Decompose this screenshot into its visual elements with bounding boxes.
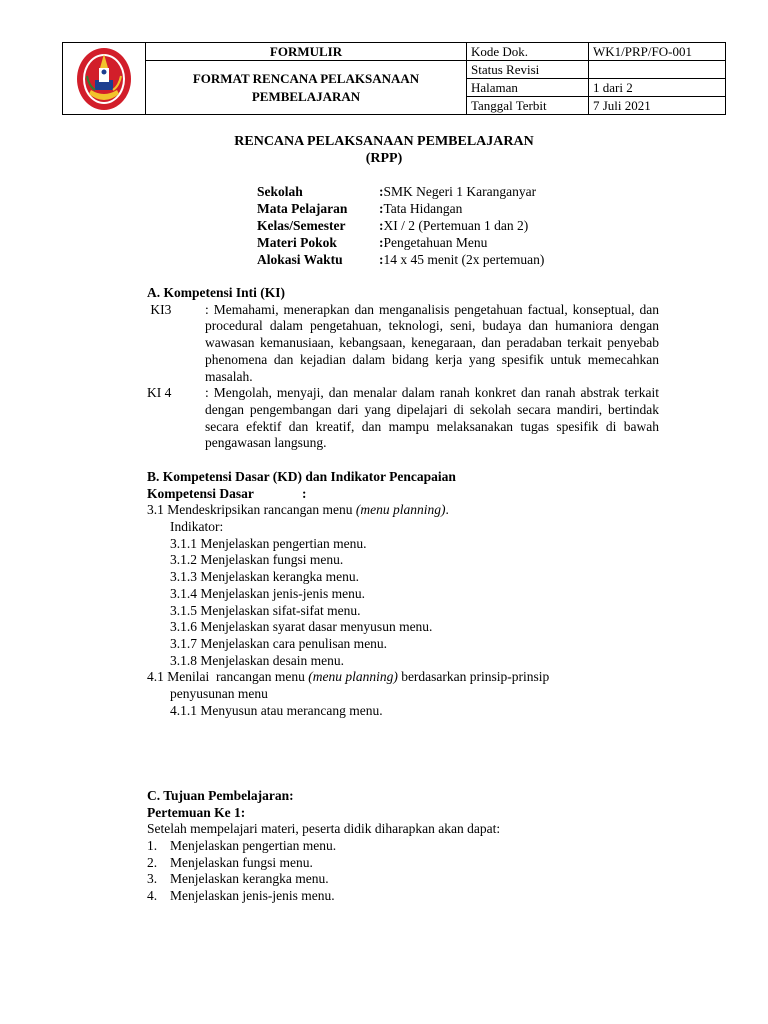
- identity-value: SMK Negeri 1 Karanganyar: [383, 184, 537, 199]
- status-revisi-value: [589, 61, 726, 79]
- formulir-title: FORMULIR: [146, 43, 467, 61]
- objective-number: 1.: [147, 838, 158, 854]
- objective-item: [147, 871, 659, 888]
- indicator-item: 3.1.8 Menjelaskan desain menu.: [170, 652, 344, 668]
- objective-item: [147, 888, 659, 905]
- kd-label: Kompetensi Dasar: [147, 485, 254, 501]
- identity-key: Sekolah: [257, 184, 303, 199]
- tanggal-terbit-value: 7 Juli 2021: [589, 97, 726, 115]
- identity-key: Kelas/Semester: [257, 218, 346, 233]
- ki3-text: : Memahami, menerapkan dan menganalisis pengetahuan factual, konseptual, dan procedural dalam pengetahuan, teknologi, seni, budaya dan humaniora dengan wawasan kemanusiaan, kebangsaan, kenegaraan, dan peradaban terkait penyebab phenomena dan kejadian dalam bidang kerja yang spesifik untuk memecahkan masalah.: [205, 301, 659, 384]
- identity-row: [257, 200, 544, 217]
- indicator-item: 3.1.2 Menjelaskan fungsi menu.: [170, 552, 344, 568]
- objective-item: [147, 855, 659, 872]
- objective-number: 3.: [147, 871, 158, 887]
- kd-3-1-italic: (menu planning): [355, 502, 446, 518]
- ki3-row: [147, 302, 659, 386]
- school-emblem-icon: [75, 46, 133, 112]
- halaman-value: 1 dari 2: [589, 79, 726, 97]
- kode-dok-value: WK1/PRP/FO-001: [589, 43, 726, 61]
- logo-cell: [63, 43, 146, 115]
- kd-4-1-italic: (menu planning): [308, 669, 398, 685]
- objective-text: Menjelaskan fungsi menu.: [170, 854, 313, 870]
- ki4-label: KI 4: [147, 385, 172, 401]
- format-title: FORMAT RENCANA PELAKSANAAN PEMBELAJARAN: [146, 61, 467, 115]
- kd-3-1: [147, 502, 687, 519]
- identity-colon: :: [379, 184, 384, 199]
- indicator-item: 3.1.7 Menjelaskan cara penulisan menu.: [170, 635, 388, 651]
- kd-colon: :: [302, 485, 307, 501]
- identity-key: Mata Pelajaran: [257, 201, 348, 216]
- identity-colon: :: [379, 218, 384, 233]
- form-header-table: [62, 42, 726, 115]
- section-b-heading: B. Kompetensi Dasar (KD) dan Indikator Pencapaian: [147, 469, 456, 484]
- indicator-item: 4.1.1 Menyusun atau merancang menu.: [170, 702, 383, 718]
- kd-4-1-suffix: berdasarkan prinsip-prinsip: [397, 669, 550, 685]
- kd-4-1-prefix: 4.1 Menilai rancangan menu: [147, 669, 309, 685]
- indicator-item: 3.1.1 Menjelaskan pengertian menu.: [170, 535, 367, 551]
- halaman-label: Halaman: [467, 79, 589, 97]
- tanggal-terbit-label: Tanggal Terbit: [467, 97, 589, 115]
- ki4-text: : Mengolah, menyaji, dan menalar dalam ranah konkret dan ranah abstrak terkait dengan pengembangan dari yang dipelajari di sekolah secara mandiri, bertindak secara efektif dan kreatif, dan mampu melaksanakan tugas spesifik di bawah pengawasan langsung.: [205, 385, 659, 451]
- identity-block: [257, 183, 544, 268]
- kd-4-1-line2: penyusunan menu: [170, 685, 268, 701]
- identity-value: XI / 2 (Pertemuan 1 dan 2): [383, 218, 529, 233]
- identity-key: Alokasi Waktu: [257, 252, 343, 267]
- indikator-label: Indikator:: [170, 519, 224, 535]
- ki3-label: KI3: [147, 301, 172, 317]
- identity-colon: :: [379, 252, 384, 267]
- identity-colon: :: [379, 201, 384, 216]
- identity-row: [257, 217, 544, 234]
- objective-number: 4.: [147, 888, 158, 904]
- identity-row: [257, 183, 544, 200]
- objective-text: Menjelaskan jenis-jenis menu.: [170, 888, 335, 904]
- identity-row: [257, 234, 544, 251]
- identity-key: Materi Pokok: [257, 235, 337, 250]
- kd-3-1-suffix: .: [445, 502, 449, 518]
- document-title: RENCANA PELAKSANAAN PEMBELAJARAN: [234, 134, 534, 149]
- section-b: [147, 469, 687, 719]
- objective-number: 2.: [147, 854, 158, 870]
- section-c: [147, 788, 659, 905]
- indicator-item: 3.1.6 Menjelaskan syarat dasar menyusun menu.: [170, 619, 433, 635]
- identity-value: 14 x 45 menit (2x pertemuan): [383, 252, 545, 267]
- section-a: [147, 285, 659, 452]
- section-c-heading: C. Tujuan Pembelajaran:: [147, 788, 294, 803]
- objectives-intro: Setelah mempelajari materi, peserta didik diharapkan akan dapat:: [147, 821, 501, 837]
- indicator-item: 3.1.4 Menjelaskan jenis-jenis menu.: [170, 585, 365, 601]
- section-a-heading: A. Kompetensi Inti (KI): [147, 285, 285, 300]
- objective-text: Menjelaskan pengertian menu.: [170, 838, 337, 854]
- identity-value: Tata Hidangan: [383, 201, 463, 216]
- document-subtitle: (RPP): [365, 151, 403, 166]
- kd-label-row: [147, 486, 687, 503]
- identity-colon: :: [379, 235, 384, 250]
- indicator-item: 3.1.5 Menjelaskan sifat-sifat menu.: [170, 602, 361, 618]
- kode-dok-label: Kode Dok.: [467, 43, 589, 61]
- objective-item: [147, 838, 659, 855]
- indicator-item: 3.1.3 Menjelaskan kerangka menu.: [170, 569, 359, 585]
- objective-text: Menjelaskan kerangka menu.: [170, 871, 329, 887]
- ki4-row: [147, 385, 659, 452]
- meeting-heading: Pertemuan Ke 1:: [147, 804, 246, 820]
- status-revisi-label: Status Revisi: [467, 61, 589, 79]
- identity-value: Pengetahuan Menu: [383, 235, 488, 250]
- kd-4-1: [147, 669, 687, 686]
- identity-row: [257, 251, 544, 268]
- kd-3-1-prefix: 3.1 Mendeskripsikan rancangan menu: [147, 502, 356, 518]
